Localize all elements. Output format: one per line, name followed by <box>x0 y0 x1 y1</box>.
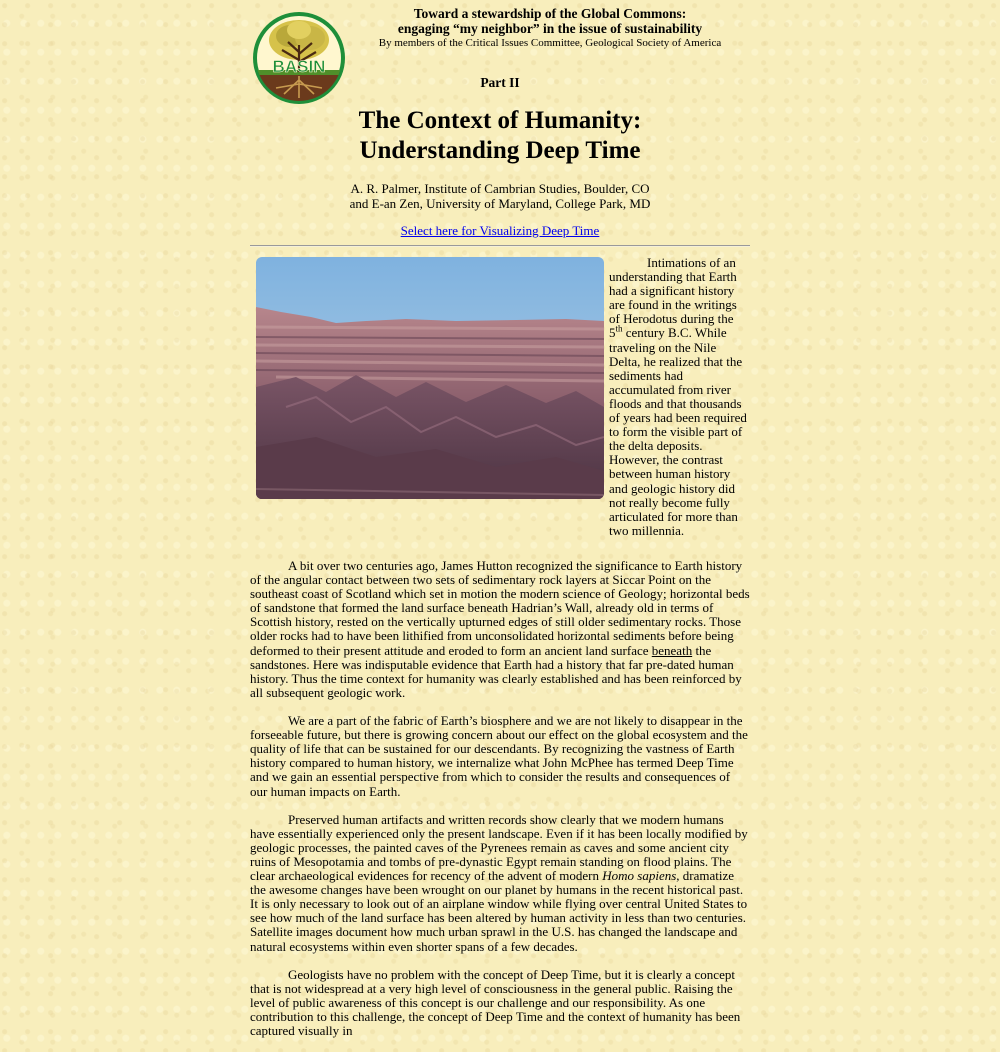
canyon-landscape-image <box>256 257 604 499</box>
horizontal-rule <box>250 245 750 247</box>
intro-text-part2: century B.C. While traveling on the Nile Delta, he realized that the sediments had accumulated from river floods and that thousands of years had been required to form the visible part of the delta deposits. However, the contrast between human history and geologic history did not really become fully articulated for more than two millennia. <box>609 325 747 538</box>
paragraph-artifacts-a: Preserved human artifacts and written records show clearly that we modern humans have essentially experienced only the present landscape. Even if it has been locally modified by geologic processes, the painted caves of the Pyrenees remain as caves and some ancient city ruins of Mesopotamia and tombs of pre-dynastic Egypt remain standing on flood plains. The clear archaeological evidences for recency of the advent of modern <box>250 811 748 884</box>
author-line2: and E-an Zen, University of Maryland, College Park, MD <box>349 196 651 211</box>
intro-paragraph <box>609 256 750 538</box>
intro-text-part1: Intimations of an understanding that Earth had a significant history are found in the writings of Herodotus during the 5 <box>609 255 737 341</box>
paragraph-geologists <box>250 968 750 1038</box>
basin-logo[interactable] <box>252 10 346 106</box>
article-body <box>250 559 750 1052</box>
visualizing-deep-time-link-wrap <box>200 223 800 239</box>
paragraph-hutton <box>250 559 750 700</box>
paragraph-artifacts-italic: Homo sapiens <box>602 868 677 884</box>
visualizing-deep-time-link[interactable]: Select here for Visualizing Deep Time <box>400 223 600 238</box>
author-line1: A. R. Palmer, Institute of Cambrian Studies, Boulder, CO <box>350 181 650 196</box>
series-title-line2: engaging “my neighbor” in the issue of sustainability <box>397 20 703 36</box>
paragraph-biosphere <box>250 714 750 799</box>
series-byline: By members of the Critical Issues Committee, Geological Society of America <box>378 37 722 49</box>
paragraph-hutton-a: A bit over two centuries ago, James Hutton recognized the significance to Earth history of the angular contact between two sets of sedimentary rock layers at Siccar Point on the southeast coast of Scotland which set in motion the modern science of Geology; horizontal beds of sandstone that formed the land surface beneath Hadrian’s Wall, already old in terms of Scottish history, rested on the vertically upturned edges of still older sedimentary rocks. Those older rocks had to have been lithified from unconsolidated horizontal sediments before being deformed to their present attitude and eroded to form an ancient land surface <box>250 558 750 658</box>
logo-text: BASIN <box>272 57 326 76</box>
paragraph-biosphere-text: We are a part of the fabric of Earth’s biosphere and we are not likely to disappear in the forseeable future, but there is growing concern about our effect on the global ecosystem and the quality of life that can be sustained for our descendants. By recognizing the vastness of Earth history compared to human history, we internalize what John McPhee has termed Deep Time and we gain an essential perspective from which to consider the results and consequences of our human impacts on Earth. <box>250 713 748 799</box>
paragraph-hutton-underline: beneath <box>651 642 693 658</box>
page-title <box>200 106 800 166</box>
authors <box>200 181 800 211</box>
basin-logo-icon <box>252 10 346 106</box>
series-header <box>350 7 750 50</box>
grand-canyon-photo <box>256 257 604 499</box>
paragraph-artifacts <box>250 813 750 954</box>
paragraph-hutton-b: the sandstones. Here was indisputable evidence that Earth had a history that far pre-dated human history. Thus the time context for humanity was clearly established and has been reinforced by all subsequent geologic work. <box>250 642 742 700</box>
part-label: Part II <box>480 75 520 90</box>
series-title-line1: Toward a stewardship of the Global Commons: <box>413 6 687 21</box>
paragraph-geologists-text: Geologists have no problem with the concept of Deep Time, but it is clearly a concept that is not widespread at a very high level of consciousness in the general public. Raising the level of public awareness of this concept is our challenge and our responsibility. As one contribution to this challenge, the concept of Deep Time and the context of humanity has been captured visually in <box>250 966 741 1039</box>
paragraph-artifacts-b: , dramatize the awesome changes have been wrought on our planet by humans in the recent historical past. It is only necessary to look out of an airplane window while flying over central United States to see how much of the land surface has been altered by human activity in less than two centuries. Satellite images document how much urban sprawl in the U.S. has changed the landscape and natural ecosystems within even shorter spans of a few decades. <box>250 868 748 954</box>
page-title-line1: The Context of Humanity: <box>358 107 642 134</box>
intro-superscript: th <box>615 324 623 335</box>
page-title-line2: Understanding Deep Time <box>359 137 641 164</box>
